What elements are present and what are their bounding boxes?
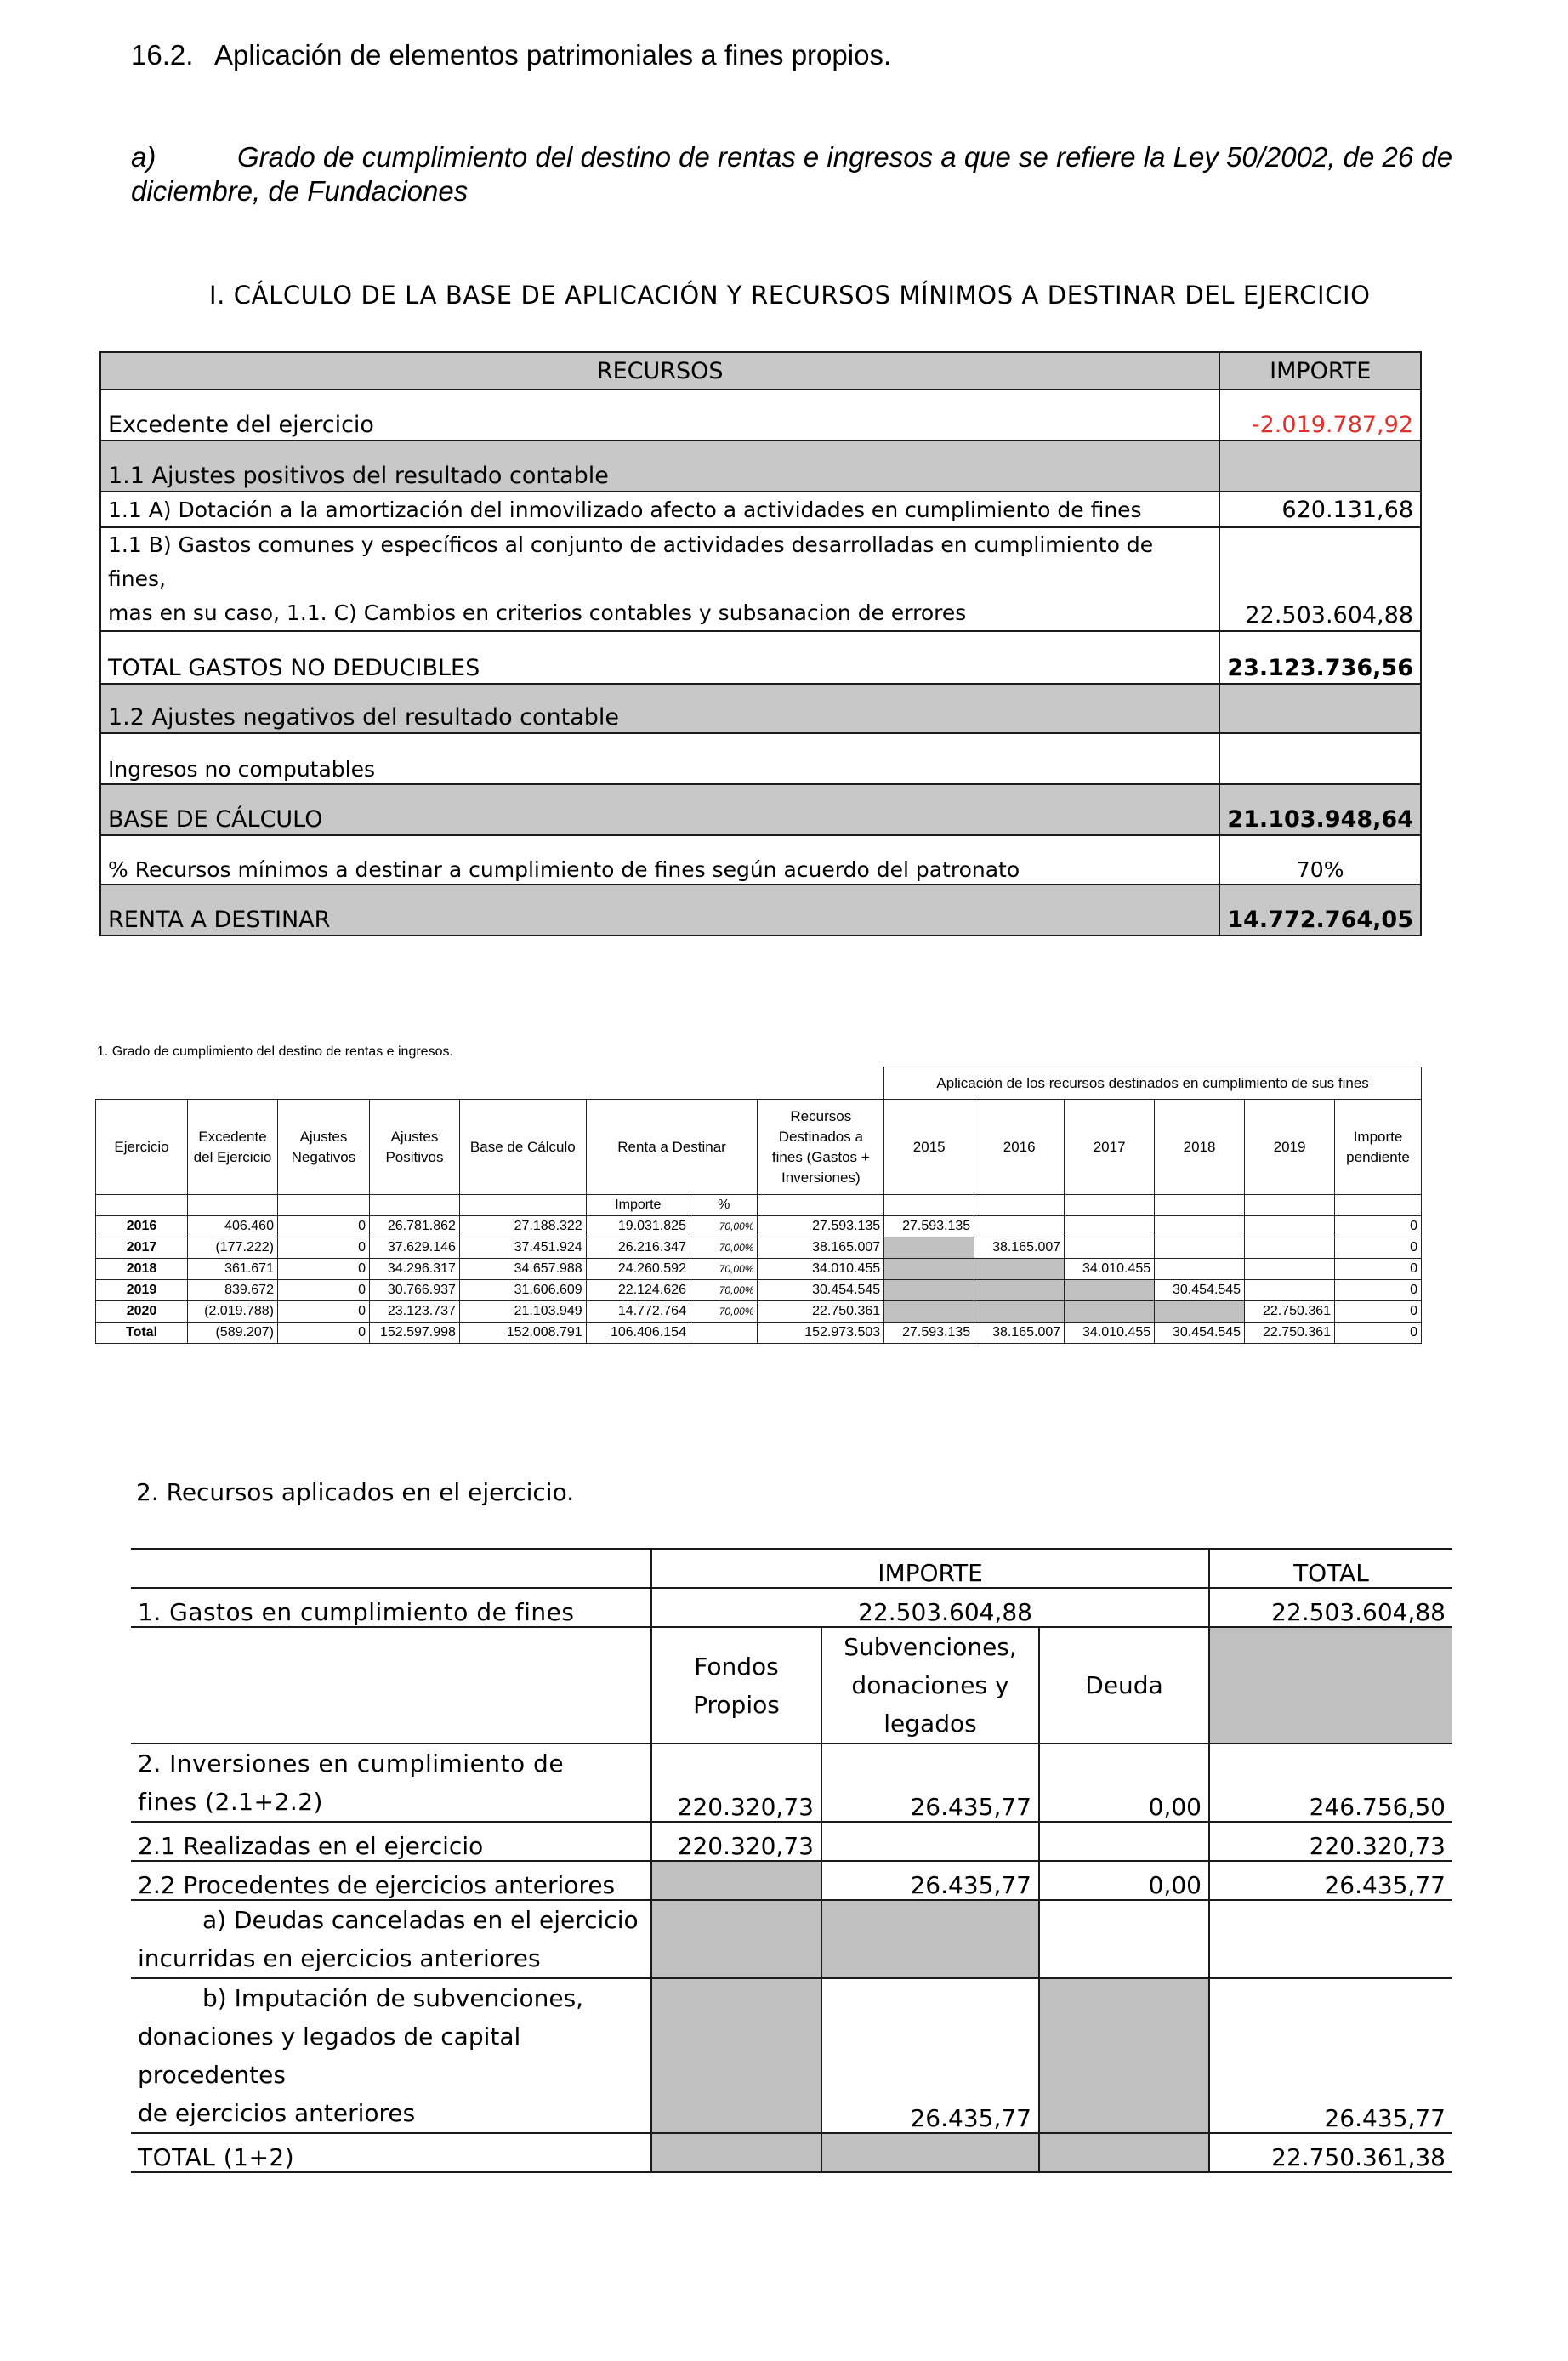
cell-year: 2020 — [96, 1301, 188, 1323]
grade-table-caption: 1. Grado de cumplimiento del destino de rentas e ingresos. — [97, 1044, 453, 1059]
cell-pendiente: 0 — [1335, 1259, 1422, 1280]
row-importe: 22.503.604,88 — [651, 1588, 1039, 1627]
cell-pendiente: 0 — [1335, 1280, 1422, 1301]
cell-aj-neg: 0 — [277, 1259, 369, 1280]
cell-renta: 106.406.154 — [586, 1323, 690, 1344]
header-2016: 2016 — [974, 1100, 1065, 1195]
row-value: 620.131,68 — [1219, 492, 1421, 527]
header-importe: IMPORTE — [1219, 352, 1421, 390]
row-value: 14.772.764,05 — [1219, 885, 1421, 936]
cell-2019: 22.750.361 — [1245, 1301, 1335, 1323]
cell-base: 37.451.924 — [459, 1237, 586, 1259]
cell-renta: 24.260.592 — [586, 1259, 690, 1280]
row-label: 1.1 Ajustes positivos del resultado contable — [100, 441, 1219, 492]
cell-2017: 34.010.455 — [1065, 1323, 1155, 1344]
cell-year: 2018 — [96, 1259, 188, 1280]
row-fondos: 220.320,73 — [651, 1744, 821, 1822]
cell-2018 — [1155, 1259, 1245, 1280]
cell-2016 — [974, 1216, 1065, 1237]
cell-pct: 70,00% — [690, 1301, 757, 1323]
cell-recursos: 38.165.007 — [758, 1237, 884, 1259]
table-row — [131, 1900, 1452, 1978]
cell-2019: 22.750.361 — [1245, 1323, 1335, 1344]
subheader-row — [131, 1627, 1452, 1744]
calc-title: I. CÁLCULO DE LA BASE DE APLICACIÓN Y RECURSOS MÍNIMOS A DESTINAR DEL EJERCICIO — [209, 281, 1371, 310]
row-label: % Recursos mínimos a destinar a cumplimiento de fines según acuerdo del patronato — [100, 835, 1219, 885]
cell-year: 2019 — [96, 1280, 188, 1301]
row-label: 1. Gastos en cumplimiento de fines — [131, 1588, 651, 1627]
table-row — [100, 885, 1421, 936]
section2-title: 2. Recursos aplicados en el ejercicio. — [136, 1478, 575, 1506]
table-header-row — [131, 1549, 1452, 1588]
cell-2017 — [1065, 1280, 1155, 1301]
cell-excedente: 361.671 — [188, 1259, 278, 1280]
cell-2015 — [884, 1301, 974, 1323]
cell-renta: 14.772.764 — [586, 1301, 690, 1323]
cell-renta: 26.216.347 — [586, 1237, 690, 1259]
subheader-subv-line: legados — [883, 1710, 977, 1738]
row-label — [131, 1978, 651, 2133]
row-value: 70% — [1219, 835, 1421, 885]
cell-aj-pos: 34.296.317 — [369, 1259, 459, 1280]
row-label: Ingresos no computables — [100, 733, 1219, 784]
header-renta: Renta a Destinar — [586, 1100, 758, 1195]
table-row — [100, 835, 1421, 885]
row-label — [131, 1744, 651, 1822]
cell-renta: 22.124.626 — [586, 1280, 690, 1301]
cell-aj-neg: 0 — [277, 1237, 369, 1259]
row-label: TOTAL GASTOS NO DEDUCIBLES — [100, 631, 1219, 684]
header-2017: 2017 — [1065, 1100, 1155, 1195]
section-number: 16.2. — [131, 39, 194, 71]
table-row — [100, 441, 1421, 492]
row-total: 246.756,50 — [1209, 1744, 1452, 1822]
header-total: TOTAL — [1209, 1549, 1452, 1588]
section-title — [131, 39, 891, 71]
cell-pendiente: 0 — [1335, 1301, 1422, 1323]
table-row — [100, 784, 1421, 835]
cell-2019 — [1245, 1237, 1335, 1259]
cell-aj-pos: 37.629.146 — [369, 1237, 459, 1259]
header-2018: 2018 — [1155, 1100, 1245, 1195]
row-value — [1219, 684, 1421, 733]
cell-pendiente: 0 — [1335, 1216, 1422, 1237]
cell-base: 27.188.322 — [459, 1216, 586, 1237]
header-importe: IMPORTE — [651, 1549, 1209, 1588]
header-excedente: Excedente del Ejercicio — [188, 1100, 278, 1195]
cell-pct: 70,00% — [690, 1237, 757, 1259]
grade-table — [95, 1067, 1422, 1344]
header-ajustes-positivos: Ajustes Positivos — [369, 1100, 459, 1195]
row-label-line: donaciones y legados de capital procedentes — [138, 2022, 521, 2089]
cell-2019 — [1245, 1259, 1335, 1280]
row-label: RENTA A DESTINAR — [100, 885, 1219, 936]
cell-2018 — [1155, 1216, 1245, 1237]
cell-2019 — [1245, 1280, 1335, 1301]
row-label-line: fines (2.1+2.2) — [138, 1788, 323, 1816]
row-total: 220.320,73 — [1209, 1822, 1452, 1861]
cell-aj-neg: 0 — [277, 1301, 369, 1323]
subheader-fondos-line: Fondos — [694, 1652, 779, 1681]
table-row — [96, 1216, 1422, 1237]
table-row — [96, 1301, 1422, 1323]
row-value: 22.503.604,88 — [1219, 527, 1421, 631]
row-total: 26.435,77 — [1209, 1978, 1452, 2133]
cell-2016: 38.165.007 — [974, 1323, 1065, 1344]
cell-year: Total — [96, 1323, 188, 1344]
cell-2019 — [1245, 1216, 1335, 1237]
cell-2016 — [974, 1301, 1065, 1323]
cell-2018: 30.454.545 — [1155, 1280, 1245, 1301]
subheader-importe: Importe — [586, 1195, 690, 1216]
row-value: 21.103.948,64 — [1219, 784, 1421, 835]
cell-recursos: 22.750.361 — [758, 1301, 884, 1323]
total-row — [131, 2133, 1452, 2172]
row-total: 22.750.361,38 — [1209, 2133, 1452, 2172]
total-row — [96, 1323, 1422, 1344]
cell-2018 — [1155, 1301, 1245, 1323]
cell-base: 31.606.609 — [459, 1280, 586, 1301]
row-fondos: 220.320,73 — [651, 1822, 821, 1861]
cell-excedente: (589.207) — [188, 1323, 278, 1344]
row-label — [100, 527, 1219, 631]
section-title-text: Aplicación de elementos patrimoniales a fines propios. — [214, 39, 892, 71]
cell-year: 2016 — [96, 1216, 188, 1237]
cell-pct: 70,00% — [690, 1216, 757, 1237]
cell-excedente: 839.672 — [188, 1280, 278, 1301]
table-row — [131, 1822, 1452, 1861]
subheader-subvenciones — [821, 1627, 1039, 1744]
cell-base: 152.008.791 — [459, 1323, 586, 1344]
cell-base: 21.103.949 — [459, 1301, 586, 1323]
calculation-table — [99, 351, 1422, 936]
row-subv: 26.435,77 — [821, 1978, 1039, 2133]
row-label: 2.1 Realizadas en el ejercicio — [131, 1822, 651, 1861]
header-ejercicio: Ejercicio — [96, 1100, 188, 1195]
row-label-line: 1.1 B) Gastos comunes y específicos al conjunto de actividades desarrolladas en cumplimiento de fines, — [108, 532, 1154, 591]
table-row — [131, 1978, 1452, 2133]
cell-excedente: (2.019.788) — [188, 1301, 278, 1323]
cell-2015: 27.593.135 — [884, 1323, 974, 1344]
cell-excedente: 406.460 — [188, 1216, 278, 1237]
header-pendiente: Importe pendiente — [1335, 1100, 1422, 1195]
subheader-row — [96, 1195, 1422, 1216]
cell-2017: 34.010.455 — [1065, 1259, 1155, 1280]
table-row — [131, 1744, 1452, 1822]
table-row — [96, 1237, 1422, 1259]
cell-2018 — [1155, 1237, 1245, 1259]
cell-aj-pos: 23.123.737 — [369, 1301, 459, 1323]
row-label — [131, 1900, 651, 1978]
subheader-pct: % — [690, 1195, 757, 1216]
applied-resources-table — [131, 1548, 1452, 2173]
table-row — [131, 1861, 1452, 1900]
row-label: 1.1 A) Dotación a la amortización del inmovilizado afecto a actividades en cumplimiento de fines — [100, 492, 1219, 527]
cell-2018: 30.454.545 — [1155, 1323, 1245, 1344]
row-deuda: 0,00 — [1039, 1861, 1209, 1900]
row-total: 26.435,77 — [1209, 1861, 1452, 1900]
group-header: Aplicación de los recursos destinados en cumplimiento de sus fines — [884, 1067, 1422, 1100]
cell-2017 — [1065, 1237, 1155, 1259]
table-row — [96, 1259, 1422, 1280]
header-ajustes-negativos: Ajustes Negativos — [277, 1100, 369, 1195]
row-subv: 26.435,77 — [821, 1861, 1039, 1900]
row-value: -2.019.787,92 — [1219, 390, 1421, 441]
cell-aj-neg: 0 — [277, 1323, 369, 1344]
cell-2015 — [884, 1259, 974, 1280]
subheader-subv-line: donaciones y — [851, 1671, 1009, 1699]
header-base: Base de Cálculo — [459, 1100, 586, 1195]
cell-renta: 19.031.825 — [586, 1216, 690, 1237]
row-value: 23.123.736,56 — [1219, 631, 1421, 684]
row-label-line: a) Deudas canceladas en el ejercicio — [202, 1906, 639, 1934]
cell-pct — [690, 1323, 757, 1344]
cell-aj-pos: 30.766.937 — [369, 1280, 459, 1301]
table-row — [96, 1280, 1422, 1301]
table-row — [100, 390, 1421, 441]
row-label-line: incurridas en ejercicios anteriores — [138, 1944, 541, 1972]
subheader-fondos — [651, 1627, 821, 1744]
cell-base: 34.657.988 — [459, 1259, 586, 1280]
row-label: 2.2 Procedentes de ejercicios anteriores — [131, 1861, 651, 1900]
row-value — [1219, 733, 1421, 784]
cell-pendiente: 0 — [1335, 1237, 1422, 1259]
row-label: TOTAL (1+2) — [131, 2133, 651, 2172]
row-label-line: 2. Inversiones en cumplimiento de — [138, 1749, 565, 1778]
table-row — [100, 527, 1421, 631]
header-recursos: Recursos Destinados a fines (Gastos + Inversiones) — [758, 1100, 884, 1195]
cell-recursos: 30.454.545 — [758, 1280, 884, 1301]
row-total: 22.503.604,88 — [1209, 1588, 1452, 1627]
row-subv: 26.435,77 — [821, 1744, 1039, 1822]
header-2019: 2019 — [1245, 1100, 1335, 1195]
table-row — [100, 492, 1421, 527]
table-row — [100, 631, 1421, 684]
cell-2016 — [974, 1280, 1065, 1301]
cell-aj-pos: 152.597.998 — [369, 1323, 459, 1344]
table-row — [100, 733, 1421, 784]
cell-pct: 70,00% — [690, 1280, 757, 1301]
row-value — [1219, 441, 1421, 492]
cell-year: 2017 — [96, 1237, 188, 1259]
row-label-line: mas en su caso, 1.1. C) Cambios en criterios contables y subsanacion de errores — [108, 600, 967, 625]
header-2015: 2015 — [884, 1100, 974, 1195]
cell-recursos: 152.973.503 — [758, 1323, 884, 1344]
subsection-label: a) — [131, 141, 156, 173]
subheader-fondos-line: Propios — [693, 1690, 780, 1719]
subsection-title-text: Grado de cumplimiento del destino de rentas e ingresos a que se refiere la Ley 50/2002, de 26 de diciembre, de Fundaciones — [131, 141, 1453, 207]
row-label: 1.2 Ajustes negativos del resultado contable — [100, 684, 1219, 733]
cell-2017 — [1065, 1216, 1155, 1237]
subsection-title — [131, 140, 1457, 208]
subheader-subv-line: Subvenciones, — [844, 1633, 1017, 1661]
cell-pendiente: 0 — [1335, 1323, 1422, 1344]
cell-aj-neg: 0 — [277, 1216, 369, 1237]
row-label: BASE DE CÁLCULO — [100, 784, 1219, 835]
cell-2015 — [884, 1237, 974, 1259]
row-label-line: b) Imputación de subvenciones, — [202, 1984, 584, 2012]
row-label: Excedente del ejercicio — [100, 390, 1219, 441]
cell-2016: 38.165.007 — [974, 1237, 1065, 1259]
cell-recursos: 34.010.455 — [758, 1259, 884, 1280]
cell-2015: 27.593.135 — [884, 1216, 974, 1237]
cell-excedente: (177.222) — [188, 1237, 278, 1259]
cell-aj-neg: 0 — [277, 1280, 369, 1301]
table-row — [131, 1588, 1452, 1627]
table-header-row — [100, 352, 1421, 390]
row-deuda: 0,00 — [1039, 1744, 1209, 1822]
cell-pct: 70,00% — [690, 1259, 757, 1280]
cell-2016 — [974, 1259, 1065, 1280]
cell-recursos: 27.593.135 — [758, 1216, 884, 1237]
subheader-deuda: Deuda — [1039, 1627, 1209, 1744]
cell-aj-pos: 26.781.862 — [369, 1216, 459, 1237]
row-label-line: de ejercicios anteriores — [138, 2099, 416, 2127]
table-row — [100, 684, 1421, 733]
cell-2017 — [1065, 1301, 1155, 1323]
cell-2015 — [884, 1280, 974, 1301]
header-recursos: RECURSOS — [100, 352, 1219, 390]
table-header-row — [96, 1100, 1422, 1195]
group-header-row — [96, 1067, 1422, 1100]
